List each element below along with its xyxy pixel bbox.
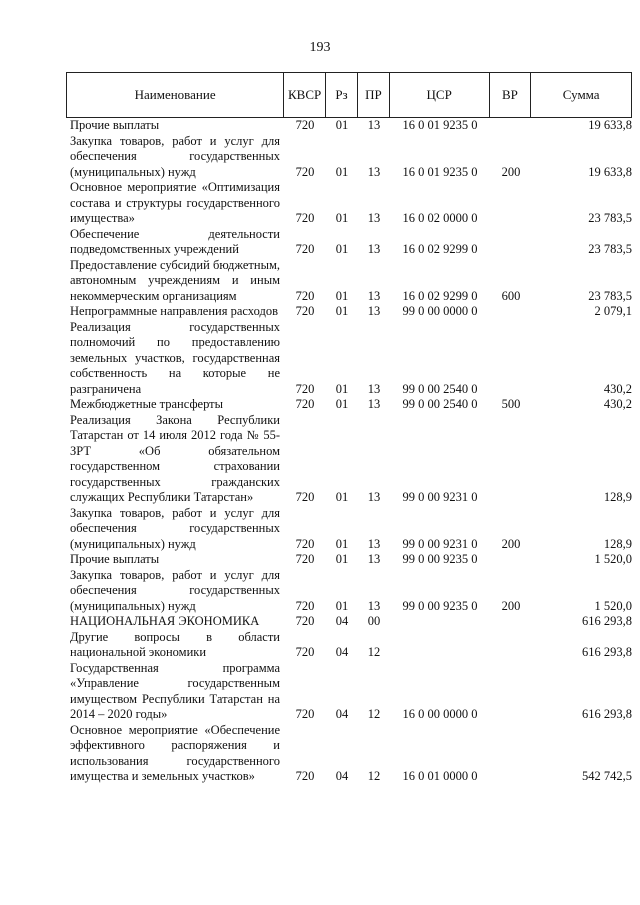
row-pr: 13 bbox=[367, 288, 381, 303]
row-pr: 13 bbox=[367, 397, 381, 411]
row-sum: 19 633,8 bbox=[588, 118, 632, 132]
row-rz: 04 bbox=[335, 645, 349, 659]
row-kvsr: 720 bbox=[295, 211, 315, 225]
row-pr: 13 bbox=[367, 381, 381, 396]
row-csr: 16 0 01 9235 0 bbox=[402, 118, 478, 132]
row-vr: 200 bbox=[501, 536, 521, 551]
row-kvsr: 720 bbox=[295, 645, 315, 659]
table-row bbox=[66, 134, 632, 181]
row-sum: 19 633,8 bbox=[588, 164, 632, 179]
table-row bbox=[66, 552, 632, 568]
table-body bbox=[66, 118, 632, 785]
row-csr: 99 0 00 9235 0 bbox=[402, 598, 478, 613]
row-pr: 13 bbox=[367, 211, 381, 225]
row-pr: 12 bbox=[367, 769, 381, 783]
row-sum: 23 783,5 bbox=[588, 211, 632, 225]
row-rz: 01 bbox=[335, 164, 349, 179]
row-sum: 23 783,5 bbox=[588, 288, 632, 303]
row-sum: 616 293,8 bbox=[582, 645, 632, 659]
row-pr: 12 bbox=[367, 645, 381, 659]
row-name: Реализация Закона Республики Татарстан от 14 июля 2012 года № 55-ЗРТ «Об обязательном государственном страховании государственных гражданских служащих Республики Татарстан» bbox=[70, 412, 280, 504]
row-pr: 13 bbox=[367, 118, 381, 132]
row-name: Прочие выплаты bbox=[70, 552, 160, 566]
table-row bbox=[66, 118, 632, 134]
row-name: Предоставление субсидий бюджетным, автономным учреждениям и иным некоммерческим организациям bbox=[70, 257, 280, 303]
row-csr: 99 0 00 9231 0 bbox=[402, 490, 478, 504]
row-kvsr: 720 bbox=[295, 164, 315, 179]
row-kvsr: 720 bbox=[295, 536, 315, 551]
table-row bbox=[66, 180, 632, 227]
row-pr: 00 bbox=[367, 614, 381, 628]
row-rz: 04 bbox=[335, 614, 349, 628]
row-rz: 01 bbox=[335, 242, 349, 256]
row-pr: 13 bbox=[367, 242, 381, 256]
row-rz: 01 bbox=[335, 536, 349, 551]
row-name: Государственная программа «Управление государственным имуществом Республики Татарстан на 2014 – 2020 годы» bbox=[70, 660, 280, 721]
row-name: Закупка товаров, работ и услуг для обеспечения государственных (муниципальных) нужд bbox=[70, 567, 280, 613]
table-row bbox=[66, 630, 632, 661]
header-rz: Рз bbox=[326, 73, 358, 117]
table-row bbox=[66, 413, 632, 506]
row-sum: 616 293,8 bbox=[582, 614, 632, 628]
row-rz: 01 bbox=[335, 118, 349, 132]
row-csr: 16 0 01 9235 0 bbox=[402, 164, 478, 179]
table-row bbox=[66, 320, 632, 398]
header-name: Наименование bbox=[67, 73, 284, 117]
row-pr: 13 bbox=[367, 304, 381, 318]
table-row bbox=[66, 227, 632, 258]
row-sum: 430,2 bbox=[603, 397, 632, 411]
header-vr: ВР bbox=[490, 73, 532, 117]
row-pr: 13 bbox=[367, 598, 381, 613]
row-name: Реализация государственных полномочий по предоставлению земельных участков, государственная собственность на которые не разграничена bbox=[70, 319, 280, 396]
row-name: Межбюджетные трансферты bbox=[70, 397, 224, 411]
row-name: Основное мероприятие «Оптимизация состава и структуры государственного имущества» bbox=[70, 180, 280, 225]
header-sum: Сумма bbox=[562, 87, 600, 102]
row-name: Основное мероприятие «Обеспечение эффективного распоряжения и использования государственного имущества и земельных участков» bbox=[70, 722, 280, 783]
row-sum: 1 520,0 bbox=[594, 598, 632, 613]
row-kvsr: 720 bbox=[295, 552, 315, 566]
row-csr: 99 0 00 2540 0 bbox=[402, 397, 478, 411]
table-row bbox=[66, 723, 632, 785]
row-csr: 99 0 00 2540 0 bbox=[402, 381, 478, 396]
row-csr: 16 0 00 0000 0 bbox=[402, 707, 478, 721]
table-row bbox=[66, 506, 632, 553]
row-kvsr: 720 bbox=[295, 707, 315, 721]
row-sum: 542 742,5 bbox=[582, 769, 632, 783]
row-vr: 600 bbox=[501, 288, 521, 303]
row-csr: 99 0 00 0000 0 bbox=[402, 304, 478, 318]
row-csr: 16 0 01 0000 0 bbox=[402, 769, 478, 783]
row-csr: 99 0 00 9231 0 bbox=[402, 536, 478, 551]
row-sum: 2 079,1 bbox=[594, 304, 632, 318]
table-row bbox=[66, 614, 632, 630]
row-sum: 128,9 bbox=[603, 490, 632, 504]
row-name: Закупка товаров, работ и услуг для обеспечения государственных (муниципальных) нужд bbox=[70, 505, 280, 551]
row-pr: 13 bbox=[367, 490, 381, 504]
row-csr: 16 0 02 9299 0 bbox=[402, 242, 478, 256]
row-kvsr: 720 bbox=[295, 118, 315, 132]
header-csr: ЦСР bbox=[390, 73, 490, 117]
row-kvsr: 720 bbox=[295, 598, 315, 613]
row-kvsr: 720 bbox=[295, 769, 315, 783]
row-rz: 01 bbox=[335, 397, 349, 411]
table-row bbox=[66, 661, 632, 723]
row-kvsr: 720 bbox=[295, 490, 315, 504]
row-name: Непрограммные направления расходов bbox=[70, 304, 278, 318]
row-csr: 16 0 02 0000 0 bbox=[402, 211, 478, 225]
table-row bbox=[66, 258, 632, 305]
row-rz: 04 bbox=[335, 707, 349, 721]
row-pr: 13 bbox=[367, 536, 381, 551]
row-sum: 23 783,5 bbox=[588, 242, 632, 256]
row-rz: 01 bbox=[335, 490, 349, 504]
row-vr: 200 bbox=[501, 164, 521, 179]
row-pr: 13 bbox=[367, 552, 381, 566]
row-sum: 430,2 bbox=[603, 381, 632, 396]
row-kvsr: 720 bbox=[295, 288, 315, 303]
row-rz: 01 bbox=[335, 211, 349, 225]
row-rz: 01 bbox=[335, 381, 349, 396]
row-pr: 12 bbox=[367, 707, 381, 721]
row-rz: 01 bbox=[335, 598, 349, 613]
row-name: Другие вопросы в области национальной экономики bbox=[70, 629, 280, 659]
row-name: Обеспечение деятельности подведомственных учреждений bbox=[70, 226, 280, 256]
header-kvsr: КВСР bbox=[284, 73, 326, 117]
row-pr: 13 bbox=[367, 164, 381, 179]
row-kvsr: 720 bbox=[295, 397, 315, 411]
row-name: Прочие выплаты bbox=[70, 118, 160, 132]
row-csr: 16 0 02 9299 0 bbox=[402, 288, 478, 303]
table-row bbox=[66, 568, 632, 615]
table-row bbox=[66, 397, 632, 413]
row-kvsr: 720 bbox=[295, 381, 315, 396]
row-kvsr: 720 bbox=[295, 614, 315, 628]
table-row bbox=[66, 304, 632, 320]
row-rz: 01 bbox=[335, 552, 349, 566]
row-sum: 128,9 bbox=[603, 536, 632, 551]
row-vr: 500 bbox=[501, 397, 521, 411]
row-name: НАЦИОНАЛЬНАЯ ЭКОНОМИКА bbox=[70, 614, 260, 628]
row-kvsr: 720 bbox=[295, 242, 315, 256]
row-vr: 200 bbox=[501, 598, 521, 613]
row-sum: 616 293,8 bbox=[582, 707, 632, 721]
row-kvsr: 720 bbox=[295, 304, 315, 318]
row-sum: 1 520,0 bbox=[594, 552, 632, 566]
row-rz: 04 bbox=[335, 769, 349, 783]
row-name: Закупка товаров, работ и услуг для обеспечения государственных (муниципальных) нужд bbox=[70, 133, 280, 179]
table-header bbox=[66, 72, 632, 118]
row-rz: 01 bbox=[335, 288, 349, 303]
page-number: 193 bbox=[309, 40, 331, 55]
header-pr: ПР bbox=[358, 73, 390, 117]
row-csr: 99 0 00 9235 0 bbox=[402, 552, 478, 566]
row-rz: 01 bbox=[335, 304, 349, 318]
